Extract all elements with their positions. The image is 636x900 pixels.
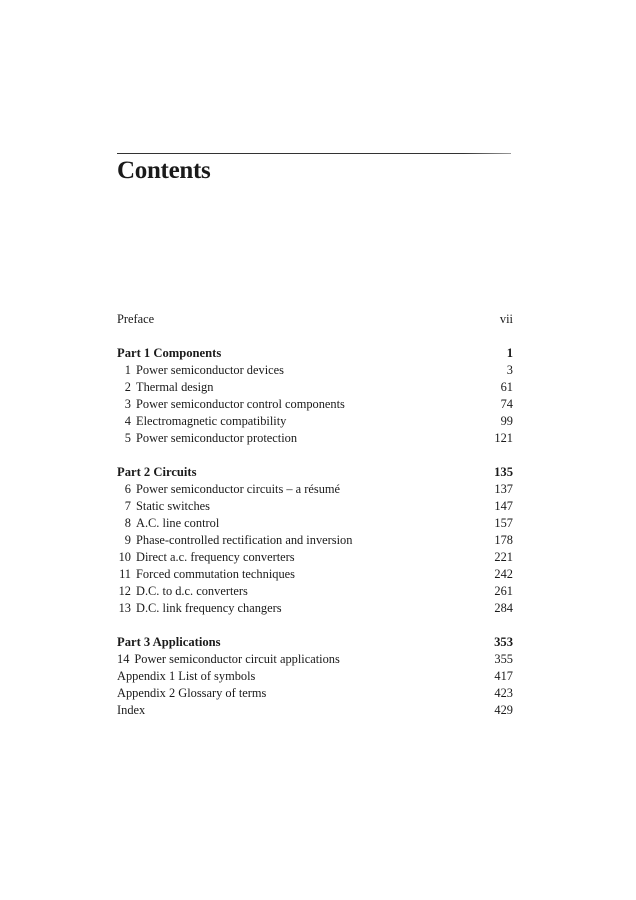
chapter-page: 261 — [494, 584, 513, 598]
toc-chapter — [117, 481, 513, 498]
chapter-title: Power semiconductor devices — [136, 363, 284, 377]
chapter-page: 61 — [500, 380, 513, 394]
chapter-page: 3 — [506, 363, 513, 377]
chapter-page: 121 — [494, 431, 513, 445]
toc-part-page: 135 — [494, 465, 513, 479]
chapter-page: 242 — [494, 567, 513, 581]
chapter-title: Power semiconductor protection — [136, 431, 298, 445]
toc-part-title: Part 3 Applications — [117, 635, 221, 649]
chapter-page: 137 — [494, 482, 513, 496]
toc-chapter — [117, 566, 513, 583]
toc-entry-label: Appendix 2 Glossary of terms — [117, 686, 267, 700]
chapter-title: Power semiconductor control components — [136, 397, 345, 411]
chapter-page: 74 — [500, 397, 513, 411]
toc-part-page: 353 — [494, 635, 513, 649]
toc-spacer — [117, 617, 513, 634]
chapter-page: 284 — [494, 601, 513, 615]
chapter-number: 7 — [124, 499, 131, 513]
toc-chapter — [117, 396, 513, 413]
chapter-number: 1 — [124, 363, 131, 377]
chapter-page: 147 — [494, 499, 513, 513]
toc-chapter — [117, 651, 513, 668]
toc-entry-page: 429 — [494, 703, 513, 717]
chapter-number: 10 — [118, 550, 131, 564]
toc-chapter — [117, 430, 513, 447]
chapter-number: 2 — [124, 380, 131, 394]
chapter-page: 221 — [494, 550, 513, 564]
toc-entry-page: vii — [499, 312, 513, 326]
toc-chapter — [117, 362, 513, 379]
table-of-contents — [117, 311, 513, 719]
toc-chapter — [117, 583, 513, 600]
toc-part-page: 1 — [506, 346, 513, 360]
chapter-title: Direct a.c. frequency converters — [136, 550, 295, 564]
toc-entry-page: 423 — [494, 686, 513, 700]
chapter-title: Forced commutation techniques — [136, 567, 295, 581]
toc-chapter — [117, 498, 513, 515]
chapter-title: Electromagnetic compatibility — [136, 414, 287, 428]
toc-chapter — [117, 600, 513, 617]
chapter-page: 99 — [500, 414, 513, 428]
toc-chapter — [117, 379, 513, 396]
chapter-title: Static switches — [136, 499, 210, 513]
toc-chapter — [117, 413, 513, 430]
toc-part-heading — [117, 345, 513, 362]
chapter-number: 9 — [124, 533, 131, 547]
chapter-number: 12 — [118, 584, 131, 598]
chapter-number: 13 — [118, 601, 131, 615]
toc-spacer — [117, 328, 513, 345]
chapter-title: D.C. to d.c. converters — [136, 584, 248, 598]
chapter-number: 8 — [124, 516, 131, 530]
chapter-number: 11 — [119, 567, 131, 581]
chapter-number: 6 — [124, 482, 131, 496]
chapter-number: 14 — [117, 652, 130, 666]
chapter-number: 3 — [124, 397, 131, 411]
toc-spacer — [117, 447, 513, 464]
toc-chapter — [117, 515, 513, 532]
page-title: Contents — [117, 157, 211, 184]
toc-entry-preface — [117, 311, 513, 328]
chapter-page: 178 — [494, 533, 513, 547]
toc-part-heading — [117, 464, 513, 481]
chapter-title: D.C. link frequency changers — [136, 601, 282, 615]
toc-entry-appendix-1 — [117, 668, 513, 685]
chapter-title: Thermal design — [136, 380, 214, 394]
toc-entry-label: Appendix 1 List of symbols — [117, 669, 256, 683]
toc-entry-appendix-2 — [117, 685, 513, 702]
toc-chapter — [117, 532, 513, 549]
chapter-number: 4 — [124, 414, 131, 428]
chapter-title: Power semiconductor circuits – a résumé — [136, 482, 341, 496]
chapter-title: A.C. line control — [136, 516, 220, 530]
toc-entry-label: Index — [117, 703, 146, 717]
toc-part-heading — [117, 634, 513, 651]
toc-entry-label: Preface — [117, 312, 155, 326]
chapter-number: 5 — [124, 431, 131, 445]
chapter-page: 355 — [494, 652, 513, 666]
title-rule — [117, 153, 511, 154]
chapter-title: Phase-controlled rectification and inversion — [136, 533, 353, 547]
toc-entry-index — [117, 702, 513, 719]
toc-entry-page: 417 — [494, 669, 513, 683]
chapter-page: 157 — [494, 516, 513, 530]
toc-chapter — [117, 549, 513, 566]
toc-part-title: Part 1 Components — [117, 346, 222, 360]
chapter-title: Power semiconductor circuit applications — [134, 652, 340, 666]
toc-part-title: Part 2 Circuits — [117, 465, 197, 479]
